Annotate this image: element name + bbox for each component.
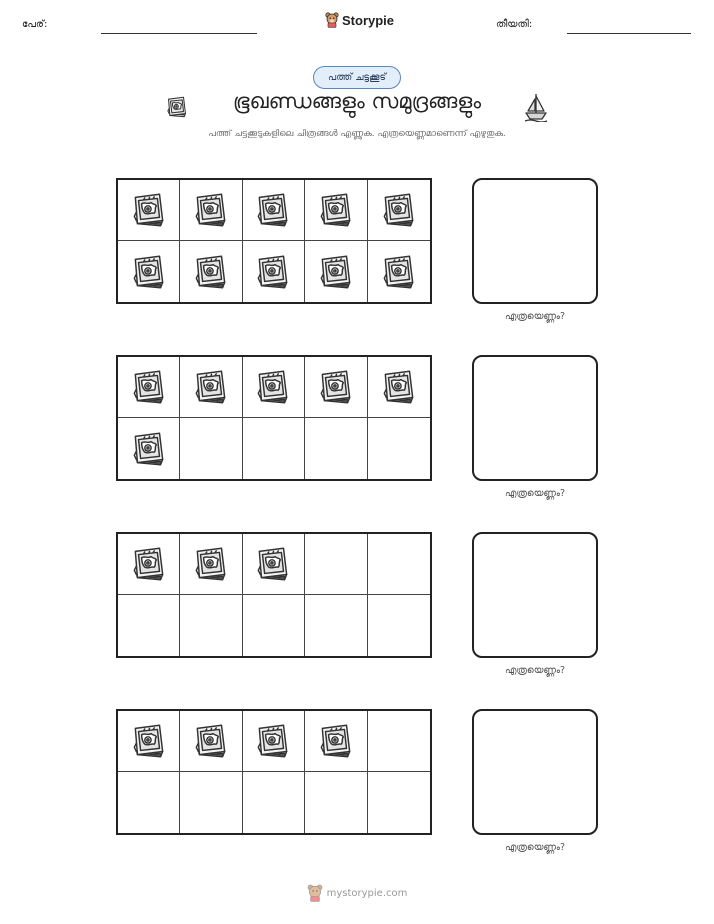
ten-frame-cell <box>180 357 242 418</box>
bear-icon <box>325 12 339 28</box>
ten-frame <box>116 178 432 304</box>
map-book-icon <box>128 251 170 293</box>
ten-frame-cell <box>243 711 305 772</box>
brand-name: Storypie <box>342 12 395 28</box>
ten-frame <box>116 532 432 658</box>
map-book-icon <box>190 251 232 293</box>
ten-frame-cell <box>180 595 242 656</box>
sailboat-icon <box>523 92 549 122</box>
footer-url[interactable]: mystorypie.com <box>326 887 408 899</box>
ten-frame-cell <box>368 772 430 833</box>
ten-frame-cell <box>118 357 180 418</box>
map-book-icon <box>190 189 232 231</box>
bear-icon <box>307 884 323 902</box>
date-line[interactable] <box>567 33 691 34</box>
ten-frame-cell <box>243 357 305 418</box>
ten-frame-cell <box>180 418 242 479</box>
ten-frame-cell <box>305 534 367 595</box>
ten-frame-cell <box>243 241 305 302</box>
answer-box[interactable] <box>472 709 598 835</box>
ten-frame-cell <box>243 772 305 833</box>
map-book-icon <box>190 720 232 762</box>
map-book-icon <box>128 366 170 408</box>
ten-frame-cell <box>305 180 367 241</box>
map-book-icon <box>378 251 420 293</box>
ten-frame-cell <box>368 595 430 656</box>
ten-frame-cell <box>118 711 180 772</box>
ten-frame-cell <box>305 241 367 302</box>
ten-frame-cell <box>118 772 180 833</box>
map-book-icon <box>315 366 357 408</box>
instructions: പത്ത് ചട്ടക്കൂടുകളിലെ ചിത്രങ്ങൾ എണ്ണുക. എത്രയെണ്ണമാണെന്ന് എഴുതുക. <box>208 129 506 139</box>
map-book-icon <box>252 189 294 231</box>
page-title: ഭൂഖണ്ഡങ്ങളും സമുദ്രങ്ങളും <box>232 89 482 113</box>
map-book-icon <box>315 189 357 231</box>
how-many-label: എത്രയെണ്ണം? <box>504 665 566 676</box>
answer-box[interactable] <box>472 532 598 658</box>
map-book-icon <box>128 428 170 470</box>
ten-frame-cell <box>305 772 367 833</box>
ten-frame-cell <box>305 711 367 772</box>
ten-frame <box>116 709 432 835</box>
ten-frame-cell <box>305 418 367 479</box>
ten-frame-cell <box>368 357 430 418</box>
map-book-icon <box>378 189 420 231</box>
answer-box[interactable] <box>472 355 598 481</box>
ten-frame-cell <box>368 241 430 302</box>
map-book-icon <box>315 251 357 293</box>
map-book-icon <box>252 720 294 762</box>
ten-frame-cell <box>305 357 367 418</box>
ten-frame-cell <box>243 180 305 241</box>
date-label: തീയതി: <box>496 19 533 30</box>
ten-frame-cell <box>368 180 430 241</box>
name-line[interactable] <box>101 33 257 34</box>
map-book-icon <box>378 366 420 408</box>
how-many-label: എത്രയെണ്ണം? <box>504 488 566 499</box>
map-book-icon <box>252 366 294 408</box>
name-label: പേര്: <box>22 19 48 30</box>
map-book-icon <box>128 720 170 762</box>
ten-frame-cell <box>118 418 180 479</box>
map-book-icon <box>190 543 232 585</box>
ten-frame-cell <box>180 241 242 302</box>
ten-frame-cell <box>180 711 242 772</box>
ten-frame-cell <box>368 711 430 772</box>
how-many-label: എത്രയെണ്ണം? <box>504 842 566 853</box>
ten-frame <box>116 355 432 481</box>
brand-logo <box>325 12 394 28</box>
ten-frame-cell <box>368 534 430 595</box>
map-book-icon <box>128 543 170 585</box>
map-book-icon <box>252 251 294 293</box>
ten-frame-cell <box>243 534 305 595</box>
map-book-icon <box>252 543 294 585</box>
ten-frame-cell <box>118 180 180 241</box>
answer-box[interactable] <box>472 178 598 304</box>
footer <box>0 884 714 902</box>
ten-frame-cell <box>180 772 242 833</box>
ten-frame-cell <box>118 241 180 302</box>
map-book-icon <box>190 366 232 408</box>
ten-frame-cell <box>305 595 367 656</box>
ten-frame-cell <box>180 180 242 241</box>
map-book-icon <box>315 720 357 762</box>
ten-frame-cell <box>118 534 180 595</box>
ten-frame-cell <box>243 418 305 479</box>
ten-frame-cell <box>118 595 180 656</box>
map-book-icon <box>128 189 170 231</box>
ten-frame-cell <box>180 534 242 595</box>
ten-frame-cell <box>243 595 305 656</box>
how-many-label: എത്രയെണ്ണം? <box>504 311 566 322</box>
ten-frame-cell <box>368 418 430 479</box>
topic-badge: പത്ത് ചട്ടക്കൂട് <box>313 66 401 89</box>
